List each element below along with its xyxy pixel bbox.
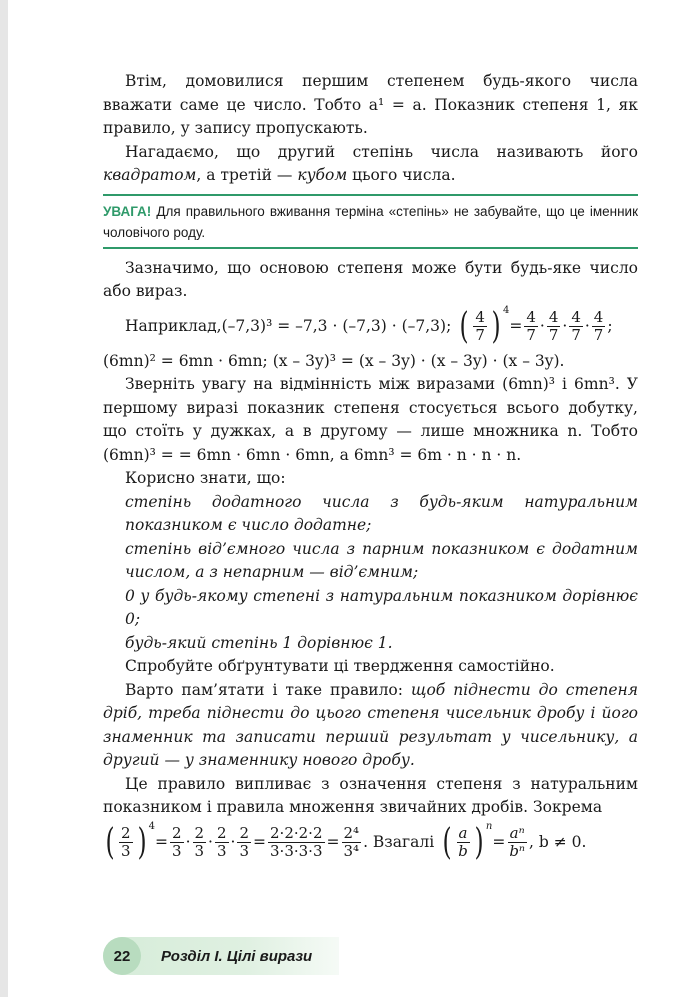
rule-item: будь-який степінь 1 дорівнює 1. [125, 633, 393, 652]
example-expr: (–7,3)³ = –7,3 · (–7,3) · (–7,3); [221, 316, 452, 335]
term-square: квадратом [103, 166, 197, 184]
attention-label: УВАГА! [103, 203, 152, 219]
attention-text: Для правильного вживання терміна «степінь» не забувайте, що це іменник чоловічого роду. [103, 203, 638, 240]
paragraph: Зазначимо, що основою степеня може бути будь-яке число або вираз. [103, 258, 638, 300]
paragraph: Зверніть увагу на відмінність між виразами (6mn)³ і 6mn³. У першому виразі показник степеня стосується всього добутку, що стоїть у дужках, а в другому — лише множника n. Тобто (6mn)³ = = 6mn · 6mn · 6mn, а 6mn³ = 6m · n · n · n. [103, 375, 638, 464]
paragraph: Корисно знати, що: [125, 469, 286, 487]
attention-box [103, 194, 638, 249]
fraction: $\frac{\text{aⁿ}}{\text{bⁿ}}$ [509, 824, 526, 860]
fraction: $\frac{4}{7}$ [475, 308, 485, 344]
page-number: 22 [103, 937, 141, 975]
paragraph: Варто пам’ятати і таке правило: щоб піднести до степеня дріб, треба піднести до цього степеня чисельник дробу і його знаменник та записати перший результат у чисельнику, а другий — у знаменнику нового дробу. [103, 680, 638, 769]
term-cube: кубом [297, 166, 348, 184]
fraction: $\frac{2}{3}$ [121, 824, 131, 860]
fraction: $\frac{4}{7}$ [571, 308, 581, 344]
rule-item: степінь додатного числа з будь-яким натуральним показником є число додатне; [125, 492, 638, 534]
example-line-2: (6mn)² = 6mn · 6mn; (x – 3y)³ = (x – 3y) · (x – 3y) · (x – 3y). [103, 351, 565, 370]
page-edge [0, 0, 8, 997]
rule-text: щоб піднести до степеня дріб, треба піднести до цього степеня чисельник дробу і його знаменник та записати перший результат у чисельнику, а другий — у знаменнику нового дробу. [103, 680, 638, 769]
fraction: $\frac{2\cdot 2\cdot 2\cdot 2}{3\cdot 3\cdot 3\cdot 3}$ [270, 824, 323, 860]
section-title: Розділ І. Цілі вирази [161, 947, 313, 965]
fraction: $\frac{\text{2⁴}}{\text{3⁴}}$ [343, 824, 360, 860]
paragraph: Нагадаємо, що другий степінь числа називають його квадратом, а третій — кубом цього числа. [103, 142, 638, 184]
rule-item: степінь від’ємного числа з парним показником є додатним числом, а з непарним — від’ємним; [125, 539, 638, 581]
fraction: $\frac{4}{7}$ [593, 308, 604, 344]
page-body [103, 70, 638, 866]
rule-item: 0 у будь-якому степені з натуральним показником дорівнює 0; [125, 586, 638, 628]
fraction: $\frac{4}{7}$ [526, 308, 536, 344]
fraction: $\frac{4}{7}$ [548, 308, 559, 344]
paragraph: Спробуйте обґрунтувати ці твердження самостійно. [125, 657, 555, 675]
example-line-1: Наприклад, (–7,3)³ = –7,3 · (–7,3) · (–7,3); ( $\frac{4}{7}$ ) 4 = $\frac{4}{7}$ · $\frac{4}{7}$ · $\frac{4}{7}$ · $\frac{4}{7}$ ; [125, 304, 613, 347]
paragraph: Втім, домовилися першим степенем будь-якого числа вважати саме це число. Тобто a¹ = a. Показник степеня 1, як правило, у запису пропускають. [103, 72, 638, 137]
fraction: $\frac{a}{b}$ [458, 824, 468, 860]
paragraph: Це правило випливає з означення степеня з натуральним показником і правила множення звичайних дробів. Зокрема [103, 774, 638, 816]
example-lead: Наприклад, [125, 316, 222, 335]
example-line-3: ( $\frac{2}{3}$ ) 4 = $\frac{2}{3}$ · $\frac{2}{3}$ · $\frac{2}{3}$ · $\frac{2}{3}$ = $\frac{2\cdot 2\cdot 2\cdot 2}{3\cdot 3\cdot 3\cdot 3}$ = $\frac{\text{2⁴}}{\text{3⁴}}$ . Взагалі ( $\frac{a}{b}$ ) n = $\frac{\text{aⁿ}}{\text{bⁿ}}$ , b ≠ 0. [105, 820, 587, 863]
page-footer [103, 937, 339, 975]
